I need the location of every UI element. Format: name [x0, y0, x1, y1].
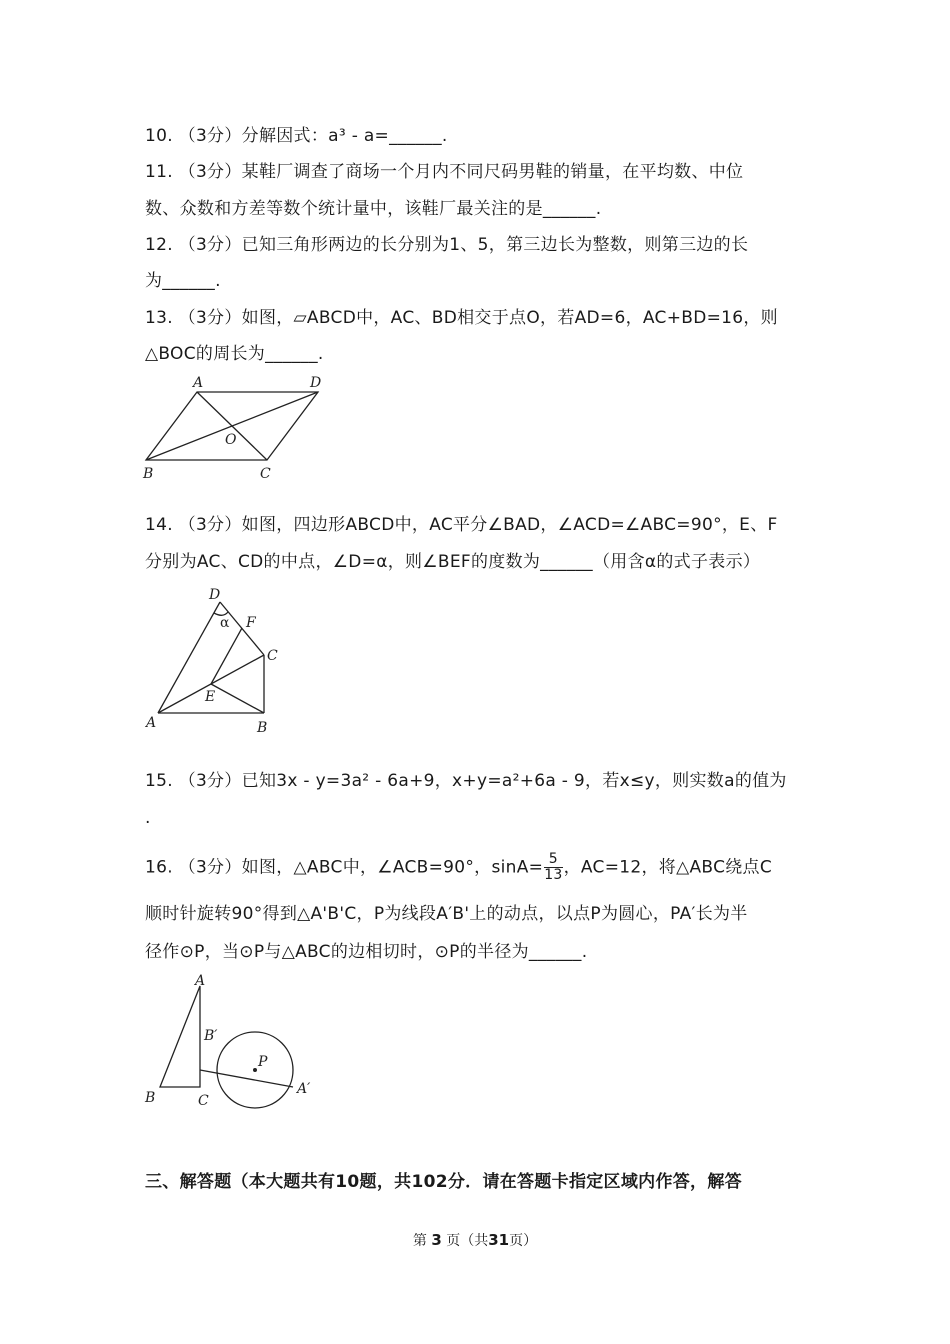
- q10-text: 10. （3分）分解因式：a³ - a=______.: [145, 126, 448, 146]
- section3-heading: 三、解答题（本大题共有10题，共102分．请在答题卡指定区域内作答，解答: [145, 1172, 742, 1192]
- q16-text-pre: 16. （3分）如图，△ABC中，∠ACB=90°，sinA=: [145, 857, 544, 878]
- label-o: O: [225, 432, 237, 448]
- triangle-abc: [160, 986, 200, 1087]
- label-a: A: [195, 973, 206, 989]
- label-b: B: [143, 466, 154, 482]
- q16-text-line2: 顺时针旋转90°得到△A'B'C，P为线段A′B'上的动点，以点P为圆心，PA′长为半: [145, 904, 748, 924]
- q13-text-line1: 13. （3分）如图，▱ABCD中，AC、BD相交于点O，若AD=6，AC+BD=16，则: [145, 308, 778, 328]
- q15-text-line2: .: [145, 808, 151, 828]
- q11-text-line2: 数、众数和方差等数个统计量中，该鞋厂最关注的是______.: [145, 199, 602, 219]
- label-bprime: B′: [204, 1028, 218, 1044]
- footer-pre: 第: [412, 1233, 427, 1249]
- footer-page-number: 3: [431, 1231, 442, 1249]
- footer-post: 页）: [509, 1233, 538, 1249]
- point-p: [253, 1068, 257, 1072]
- q13-parallelogram-figure: [140, 372, 340, 484]
- q11-text-line1: 11. （3分）某鞋厂调查了商场一个月内不同尺码男鞋的销量，在平均数、中位: [145, 162, 744, 182]
- label-f: F: [246, 615, 256, 631]
- q13-text-line2: △BOC的周长为______.: [145, 344, 324, 364]
- label-b: B: [257, 720, 268, 736]
- label-b: B: [145, 1090, 156, 1106]
- footer-total-pages: 31: [488, 1231, 510, 1249]
- label-alpha: α: [220, 615, 230, 631]
- page-footer: [0, 1230, 950, 1250]
- segment-bprime-aprime: [200, 1070, 293, 1087]
- frac-numerator: 5: [544, 852, 562, 868]
- q12-text-line2: 为______.: [145, 271, 221, 291]
- q15-text-line1: 15. （3分）已知3x - y=3a² - 6a+9，x+y=a²+6a - 9，若x≤y，则实数a的值为: [145, 771, 787, 791]
- q16-text-line3: 径作⊙P，当⊙P与△ABC的边相切时，⊙P的半径为______.: [145, 942, 588, 962]
- label-c: C: [267, 648, 278, 664]
- frac-denominator: 13: [544, 867, 563, 883]
- label-c: C: [198, 1093, 209, 1109]
- label-d: D: [209, 587, 221, 603]
- label-p: P: [258, 1054, 268, 1070]
- label-d: D: [310, 375, 322, 391]
- label-a: A: [146, 715, 157, 731]
- q14-text-line2: 分别为AC、CD的中点，∠D=α，则∠BEF的度数为______（用含α的式子表示）: [145, 552, 761, 572]
- sin-fraction: [544, 852, 562, 883]
- label-e: E: [205, 689, 216, 705]
- q16-text-post: ，AC=12，将△ABC绕点C: [563, 857, 773, 878]
- label-aprime: A′: [297, 1081, 311, 1097]
- q14-quadrilateral-figure: [140, 585, 290, 737]
- label-a: A: [193, 375, 204, 391]
- q14-text-line1: 14. （3分）如图，四边形ABCD中，AC平分∠BAD，∠ACD=∠ABC=90°，E、F: [145, 515, 778, 535]
- footer-mid: 页（共: [446, 1233, 489, 1249]
- q16-text-line1: [145, 852, 772, 883]
- q16-rotation-figure: [140, 972, 330, 1112]
- segment-eb: [211, 684, 264, 713]
- q12-text-line1: 12. （3分）已知三角形两边的长分别为1、5，第三边长为整数，则第三边的长: [145, 235, 749, 255]
- label-c: C: [260, 466, 271, 482]
